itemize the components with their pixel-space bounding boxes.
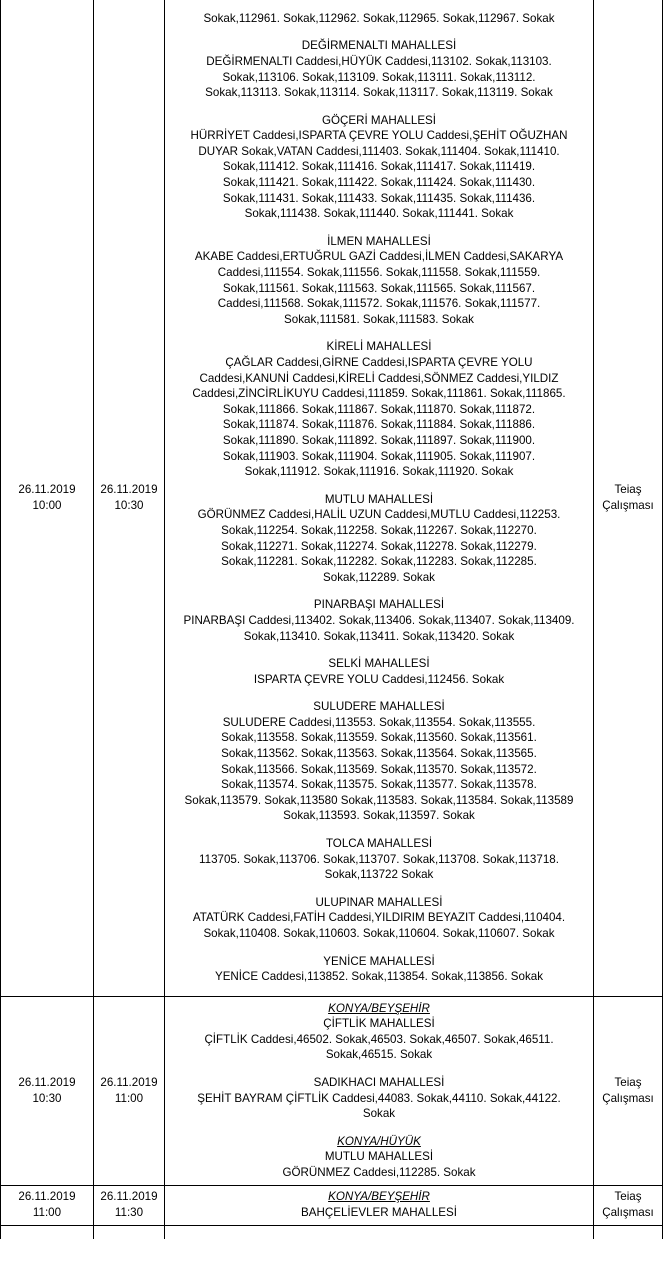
end-date: 26.11.2019	[100, 483, 158, 497]
address-line: Sokak,111903. Sokak,111904. Sokak,111905. Sokak,111907.	[222, 449, 536, 463]
description-cell	[165, 996, 594, 1185]
group-spacer	[169, 26, 589, 38]
description-cell	[165, 0, 594, 996]
address-line: PINARBAŞI Caddesi,113402. Sokak,113406. Sokak,113407. Sokak,113409.	[183, 613, 575, 627]
address-line: Sokak,111581. Sokak,111583. Sokak	[284, 312, 474, 326]
group-spacer	[169, 1122, 589, 1134]
address-line: GÖRÜNMEZ Caddesi,HALİL UZUN Caddesi,MUTLU Caddesi,112253.	[197, 508, 561, 522]
end-time: 11:30	[114, 1206, 144, 1219]
end-time: 10:30	[114, 498, 144, 512]
address-line: Sokak,113562. Sokak,113563. Sokak,113564. Sokak,113565.	[221, 747, 537, 761]
reason-text: Çalışması	[602, 1091, 654, 1105]
address-line: Sokak,110408. Sokak,110603. Sokak,110604. Sokak,110607. Sokak	[203, 927, 555, 940]
address-line: Sokak,111561. Sokak,111563. Sokak,111565. Sokak,111567.	[222, 281, 536, 295]
address-line: Sokak,113566. Sokak,113569. Sokak,113570. Sokak,113572.	[221, 762, 537, 776]
group-spacer	[169, 883, 589, 895]
address-line: Sokak,113579. Sokak,113580 Sokak,113583. Sokak,113584. Sokak,113589	[184, 793, 574, 807]
address-line: Sokak,113106. Sokak,113109. Sokak,113111. Sokak,113112.	[222, 70, 536, 84]
address-line: PINARBAŞI MAHALLESİ	[313, 598, 445, 612]
address-line: TOLCA MAHALLESİ	[325, 837, 433, 851]
address-line: Sokak,113574. Sokak,113575. Sokak,113577. Sokak,113578.	[221, 778, 537, 792]
end-date: 26.11.2019	[100, 1075, 158, 1089]
description-cell	[165, 1185, 594, 1225]
group-spacer	[169, 942, 589, 954]
start-date: 26.11.2019	[18, 1190, 76, 1204]
address-line: DUYAR Sokak,VATAN Caddesi,111403. Sokak,111404. Sokak,111410.	[198, 144, 560, 158]
address-line: GÖRÜNMEZ Caddesi,112285. Sokak	[282, 1165, 476, 1179]
address-line: HÜRRİYET Caddesi,ISPARTA ÇEVRE YOLU Caddesi,ŞEHİT OĞUZHAN	[190, 129, 568, 143]
address-line: 113705. Sokak,113706. Sokak,113707. Sokak,113708. Sokak,113718.	[199, 852, 559, 866]
group-spacer	[169, 585, 589, 597]
address-line: BAHÇELİEVLER MAHALLESİ	[301, 1206, 457, 1219]
group-spacer	[169, 1063, 589, 1075]
address-line: SADIKHACI MAHALLESİ	[313, 1075, 445, 1089]
reason-text: Teiaş	[614, 1075, 642, 1089]
address-line: Sokak,111421. Sokak,111422. Sokak,111424. Sokak,111430.	[222, 176, 536, 190]
reason-cell	[594, 996, 663, 1185]
end-cell	[94, 996, 165, 1185]
group-spacer	[169, 687, 589, 699]
address-line: Sokak,113593. Sokak,113597. Sokak	[283, 809, 475, 823]
location-label: KONYA/HÜYÜK	[337, 1134, 421, 1148]
address-line: DEĞİRMENALTI Caddesi,HÜYÜK Caddesi,113102. Sokak,113103.	[206, 54, 552, 68]
address-line: Sokak,113113. Sokak,113114. Sokak,113117. Sokak,113119. Sokak	[205, 86, 553, 100]
start-date: 26.11.2019	[18, 1075, 76, 1089]
address-line: DEĞİRMENALTI MAHALLESİ	[301, 39, 457, 53]
location-label: KONYA/BEYŞEHİR	[328, 1001, 430, 1015]
end-date: 26.11.2019	[100, 1190, 158, 1204]
end-time: 11:00	[114, 1091, 144, 1105]
address-line: ŞEHİT BAYRAM ÇİFTLİK Caddesi,44083. Sokak,44110. Sokak,44122.	[197, 1091, 561, 1105]
address-line: Sokak,111866. Sokak,111867. Sokak,111870. Sokak,111872.	[222, 402, 536, 416]
end-cell	[94, 0, 165, 996]
address-line: MUTLU MAHALLESİ	[324, 1150, 434, 1164]
address-line: Sokak,112289. Sokak	[323, 570, 435, 584]
address-line: Sokak,113410. Sokak,113411. Sokak,113420. Sokak	[243, 629, 515, 643]
address-line: GÖÇERİ MAHALLESİ	[321, 113, 437, 127]
address-line: Sokak,112271. Sokak,112274. Sokak,112278. Sokak,112279.	[221, 539, 537, 553]
address-line: Caddesi,ZİNCİRLİKUYU Caddesi,111859. Sokak,111861. Sokak,111865.	[192, 387, 566, 401]
address-line: ÇİFTLİK Caddesi,46502. Sokak,46503. Sokak,46507. Sokak,46511.	[204, 1032, 554, 1046]
location-label: KONYA/BEYŞEHİR	[328, 1190, 430, 1204]
table-row-partial	[1, 1225, 663, 1239]
address-line: Sokak,111912. Sokak,111916. Sokak,111920. Sokak	[244, 465, 514, 479]
group-spacer	[169, 644, 589, 656]
start-time: 10:30	[32, 1091, 62, 1105]
address-line: Sokak	[362, 1107, 396, 1121]
group-spacer	[169, 824, 589, 836]
end-cell	[94, 1185, 165, 1225]
address-line: Caddesi,111554. Sokak,111556. Sokak,111558. Sokak,111559.	[217, 266, 541, 280]
address-line: Sokak,112281. Sokak,112282. Sokak,112283. Sokak,112285.	[221, 555, 537, 569]
reason-text: Çalışması	[602, 1206, 654, 1219]
address-line: SELKİ MAHALLESİ	[328, 657, 430, 671]
end-cell	[94, 1225, 165, 1239]
address-line: SULUDERE MAHALLESİ	[313, 700, 445, 714]
group-spacer	[169, 327, 589, 339]
address-line: Sokak,112961. Sokak,112962. Sokak,112965. Sokak,112967. Sokak	[203, 11, 555, 25]
address-line: ÇİFTLİK MAHALLESİ	[323, 1017, 435, 1031]
table-row	[1, 0, 663, 996]
start-cell	[1, 996, 94, 1185]
group-spacer	[169, 222, 589, 234]
address-line: Sokak,112254. Sokak,112258. Sokak,112267. Sokak,112270.	[221, 523, 537, 537]
reason-cell	[594, 1185, 663, 1225]
address-line: KİRELİ MAHALLESİ	[326, 340, 432, 354]
start-time: 11:00	[32, 1206, 62, 1219]
address-line: Sokak,111874. Sokak,111876. Sokak,111884. Sokak,111886.	[222, 418, 536, 432]
address-line: YENİCE MAHALLESİ	[323, 954, 435, 968]
description-cell	[165, 1225, 594, 1239]
address-line: Caddesi,111568. Sokak,111572. Sokak,111576. Sokak,111577.	[217, 297, 541, 311]
table-row	[1, 996, 663, 1185]
address-line: Sokak,113558. Sokak,113559. Sokak,113560. Sokak,113561.	[221, 731, 537, 745]
address-line: Sokak,111431. Sokak,111433. Sokak,111435. Sokak,111436.	[222, 191, 536, 205]
start-cell	[1, 1185, 94, 1225]
address-line: İLMEN MAHALLESİ	[327, 234, 431, 248]
start-cell	[1, 0, 94, 996]
reason-text: Teiaş	[614, 1190, 642, 1204]
table-row	[1, 1185, 663, 1225]
group-spacer	[169, 480, 589, 492]
address-line: YENİCE Caddesi,113852. Sokak,113854. Sokak,113856. Sokak	[214, 970, 544, 984]
reason-cell	[594, 0, 663, 996]
address-line: Sokak,113722 Sokak	[324, 868, 434, 882]
address-line: ULUPINAR MAHALLESİ	[315, 895, 443, 909]
address-line: Sokak,46515. Sokak	[325, 1048, 433, 1062]
address-line: SULUDERE Caddesi,113553. Sokak,113554. Sokak,113555.	[222, 715, 536, 729]
address-line: Sokak,111890. Sokak,111892. Sokak,111897. Sokak,111900.	[222, 433, 536, 447]
group-spacer	[169, 101, 589, 113]
address-line: ÇAĞLAR Caddesi,GİRNE Caddesi,ISPARTA ÇEVRE YOLU	[225, 356, 533, 369]
address-line: Sokak,111412. Sokak,111416. Sokak,111417. Sokak,111419.	[222, 160, 536, 174]
address-line: ATATÜRK Caddesi,FATİH Caddesi,YILDIRIM BEYAZIT Caddesi,110404.	[192, 911, 566, 925]
address-line: MUTLU MAHALLESİ	[324, 492, 434, 506]
address-line: Caddesi,KANUNİ Caddesi,KİRELİ Caddesi,SÖNMEZ Caddesi,YILDIZ	[199, 371, 559, 385]
start-date: 26.11.2019	[18, 483, 76, 497]
address-line: AKABE Caddesi,ERTUĞRUL GAZİ Caddesi,İLMEN Caddesi,SAKARYA	[194, 250, 564, 264]
start-time: 10:00	[32, 498, 62, 512]
reason-text: Çalışması	[602, 498, 654, 512]
address-line: Sokak,111438. Sokak,111440. Sokak,111441. Sokak	[244, 207, 514, 221]
reason-text: Teiaş	[614, 483, 642, 497]
start-cell	[1, 1225, 94, 1239]
reason-cell	[594, 1225, 663, 1239]
address-line: ISPARTA ÇEVRE YOLU Caddesi,112456. Sokak	[253, 672, 505, 686]
